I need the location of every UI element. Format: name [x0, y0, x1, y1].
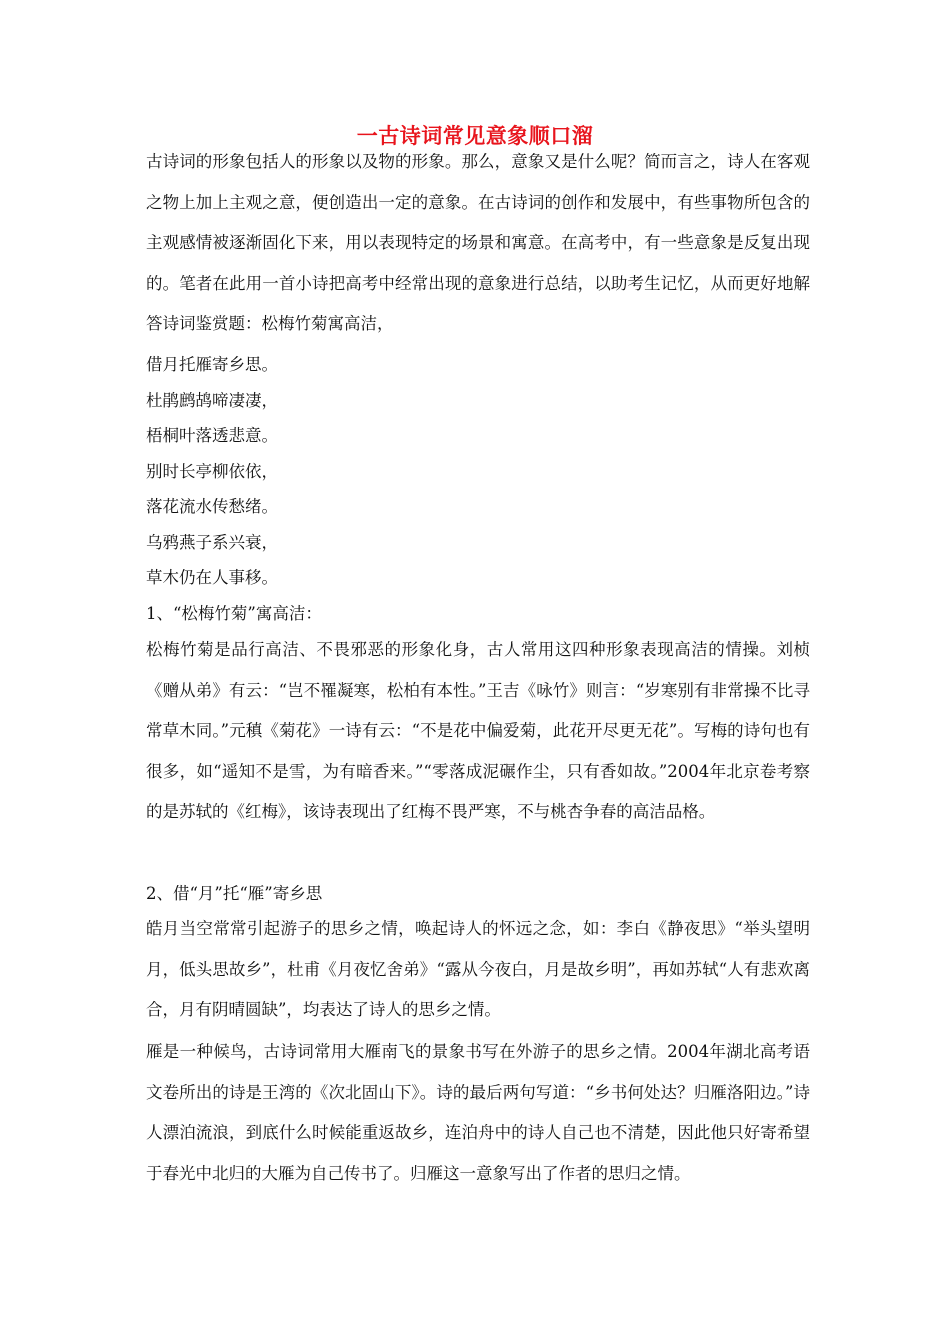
- poem-line: 借月托雁寄乡思。: [146, 355, 278, 374]
- section2-block-1: [146, 909, 810, 1031]
- poem-line: 草木仍在人事移。: [146, 568, 278, 587]
- poem-line: 落花流水传愁绪。: [146, 497, 278, 516]
- document-title: 一古诗词常见意象顺口溜: [356, 123, 594, 148]
- section1-paragraph: 松梅竹菊是品行高洁、不畏邪恶的形象化身，古人常用这四种形象表现高洁的情操。刘桢《赠从弟》有云：“岂不罹凝寒，松柏有本性。”王吉《咏竹》则言：“岁寒别有非常操不比寻常草木同。”元稹《菊花》一诗有云：“不是花中偏爱菊，此花开尽更无花”。写梅的诗句也有很多，如“遥知不是雪，为有暗香来。”“零落成泥碾作尘，只有香如故。”2004年北京卷考察的是苏轼的《红梅》，该诗表现出了红梅不畏严寒，不与桃杏争春的高洁品格。: [146, 640, 810, 821]
- section1-heading: 1、“松梅竹菊”寓高洁：: [146, 604, 322, 623]
- poem-line: 杜鹃鹧鸪啼凄凄，: [146, 390, 278, 410]
- section2-block-2: [146, 1032, 810, 1194]
- section2-heading: 2、借“月”托“雁”寄乡思: [146, 884, 323, 903]
- section2-heading-block: [146, 876, 810, 912]
- poem-block: [146, 347, 810, 596]
- poem-line: 乌鸦燕子系兴衰，: [146, 532, 278, 552]
- intro-block: [146, 142, 810, 345]
- poem-line: 别时长亭柳依依，: [146, 461, 278, 481]
- intro-paragraph: 古诗词的形象包括人的形象以及物的形象。那么，意象又是什么呢？简而言之，诗人在客观之物上加上主观之意，便创造出一定的意象。在古诗词的创作和发展中，有些事物所包含的主观感情被逐渐固化下来，用以表现特定的场景和寓意。在高考中，有一些意象是反复出现的。笔者在此用一首小诗把高考中经常出现的意象进行总结，以助考生记忆，从而更好地解答诗词鉴赏题：松梅竹菊寓高洁，: [146, 152, 810, 333]
- section2-paragraph-2: 雁是一种候鸟，古诗词常用大雁南飞的景象书写在外游子的思乡之情。2004年湖北高考语文卷所出的诗是王湾的《次北固山下》。诗的最后两句写道：“乡书何处达？归雁洛阳边。”诗人漂泊流浪，到底什么时候能重返故乡，连泊舟中的诗人自己也不清楚，因此他只好寄希望于春光中北归的大雁为自己传书了。归雁这一意象写出了作者的思归之情。: [146, 1042, 810, 1183]
- section2-paragraph-1: 皓月当空常常引起游子的思乡之情，唤起诗人的怀远之念，如：李白《静夜思》“举头望明月，低头思故乡”，杜甫《月夜忆舍弟》“露从今夜白，月是故乡明”，再如苏轼“人有悲欢离合，月有阴晴圆缺”，均表达了诗人的思乡之情。: [146, 919, 810, 1019]
- section1-heading-block: [146, 596, 810, 632]
- section1-block: [146, 630, 810, 833]
- poem-line: 梧桐叶落透悲意。: [146, 426, 278, 445]
